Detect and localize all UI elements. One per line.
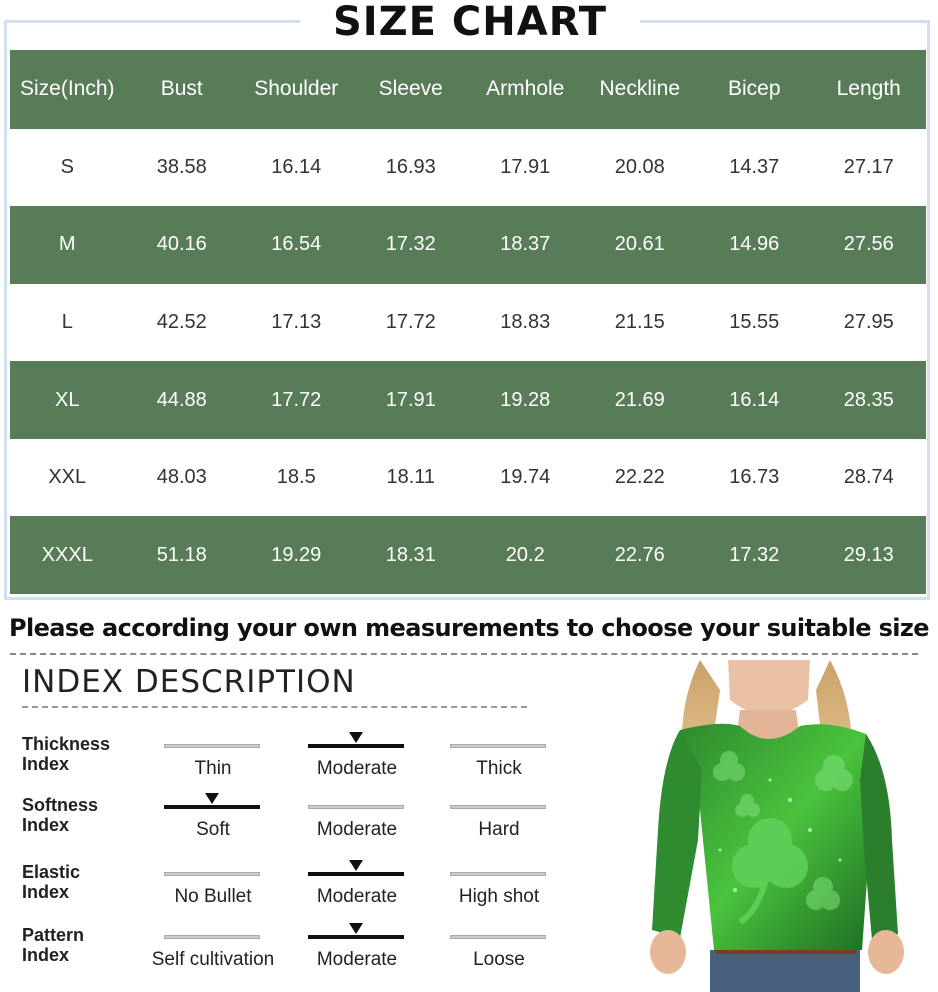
table-row	[10, 361, 926, 439]
cell-shoulder: 17.13	[239, 284, 354, 362]
index-option-label: Moderate	[316, 758, 398, 779]
selected-marker-icon	[349, 860, 363, 871]
cell-armhole: 20.2	[468, 516, 583, 594]
cell-neckline: 21.69	[583, 361, 698, 439]
index-scale-bar	[164, 805, 260, 809]
index-label-line1: Pattern	[22, 925, 85, 945]
cell-bust: 44.88	[125, 361, 240, 439]
cell-bicep: 14.37	[697, 129, 812, 207]
cell-sleeve: 16.93	[354, 129, 469, 207]
cell-neckline: 20.08	[583, 129, 698, 207]
cell-bust: 38.58	[125, 129, 240, 207]
cell-bust: 48.03	[125, 439, 240, 517]
cell-armhole: 19.28	[468, 361, 583, 439]
model-photo	[640, 660, 938, 992]
index-option-label: Moderate	[316, 949, 398, 970]
index-label-line2: Index	[22, 945, 70, 965]
header-armhole: Armhole	[468, 50, 583, 129]
header-size: Size(Inch)	[10, 50, 125, 129]
cell-bicep: 15.55	[697, 284, 812, 362]
cell-armhole: 19.74	[468, 439, 583, 517]
cell-bust: 51.18	[125, 516, 240, 594]
index-option-label: Moderate	[316, 819, 398, 840]
table-row	[10, 129, 926, 207]
selected-marker-icon	[349, 923, 363, 934]
cell-length: 27.17	[812, 129, 927, 207]
index-description-title: INDEX DESCRIPTION	[22, 664, 356, 700]
header-bicep: Bicep	[697, 50, 812, 129]
cell-size: L	[10, 284, 125, 362]
cell-bust: 42.52	[125, 284, 240, 362]
cell-shoulder: 19.29	[239, 516, 354, 594]
cell-sleeve: 18.31	[354, 516, 469, 594]
cell-length: 27.56	[812, 206, 927, 284]
index-row	[0, 925, 640, 985]
header-bust: Bust	[125, 50, 240, 129]
cell-shoulder: 16.14	[239, 129, 354, 207]
table-row	[10, 206, 926, 284]
index-row	[0, 795, 640, 855]
index-option-label: Moderate	[316, 886, 398, 907]
selected-marker-icon	[205, 793, 219, 804]
index-scale-bar	[164, 872, 260, 876]
model-illustration	[640, 660, 938, 992]
measurement-advice: Please according your own measurements to choose your suitable size	[9, 614, 929, 642]
cell-length: 28.74	[812, 439, 927, 517]
divider	[22, 706, 527, 708]
cell-armhole: 17.91	[468, 129, 583, 207]
index-scale-bar	[164, 935, 260, 939]
cell-bicep: 14.96	[697, 206, 812, 284]
cell-size: XXXL	[10, 516, 125, 594]
cell-neckline: 21.15	[583, 284, 698, 362]
cell-bust: 40.16	[125, 206, 240, 284]
cell-armhole: 18.37	[468, 206, 583, 284]
index-row	[0, 734, 640, 794]
index-scale-bar	[164, 744, 260, 748]
cell-sleeve: 17.91	[354, 361, 469, 439]
index-label-line2: Index	[22, 882, 70, 902]
cell-shoulder: 18.5	[239, 439, 354, 517]
cell-armhole: 18.83	[468, 284, 583, 362]
index-option-label: No Bullet	[174, 886, 252, 907]
header-shoulder: Shoulder	[239, 50, 354, 129]
index-option-label: Thick	[476, 758, 522, 779]
header-sleeve: Sleeve	[354, 50, 469, 129]
size-chart-title: SIZE CHART	[300, 0, 640, 44]
cell-bicep: 16.14	[697, 361, 812, 439]
selected-marker-icon	[349, 732, 363, 743]
index-option-label: Hard	[478, 819, 520, 840]
cell-length: 28.35	[812, 361, 927, 439]
header-neckline: Neckline	[583, 50, 698, 129]
index-row-label	[22, 862, 142, 902]
index-row-label	[22, 795, 142, 835]
index-scale-bar	[308, 744, 404, 748]
index-scale-bar	[450, 805, 546, 809]
index-scale-bar	[308, 935, 404, 939]
cell-neckline: 22.76	[583, 516, 698, 594]
cell-size: S	[10, 129, 125, 207]
index-option-label: Self cultivation	[151, 949, 275, 970]
divider	[10, 653, 918, 655]
cell-neckline: 20.61	[583, 206, 698, 284]
index-scale-bar	[450, 872, 546, 876]
index-label-line2: Index	[22, 754, 70, 774]
index-scale-bar	[450, 744, 546, 748]
index-row	[0, 862, 640, 922]
index-scale-bar	[308, 872, 404, 876]
cell-neckline: 22.22	[583, 439, 698, 517]
cell-bicep: 17.32	[697, 516, 812, 594]
cell-size: M	[10, 206, 125, 284]
cell-bicep: 16.73	[697, 439, 812, 517]
table-row	[10, 516, 926, 594]
size-table	[10, 50, 926, 594]
cell-sleeve: 17.72	[354, 284, 469, 362]
header-length: Length	[812, 50, 927, 129]
index-label-line1: Thickness	[22, 734, 111, 754]
index-row-label	[22, 734, 142, 774]
index-label-line2: Index	[22, 815, 70, 835]
cell-shoulder: 17.72	[239, 361, 354, 439]
cell-size: XXL	[10, 439, 125, 517]
index-option-label: Soft	[196, 819, 230, 840]
cell-sleeve: 17.32	[354, 206, 469, 284]
table-row	[10, 439, 926, 517]
index-option-label: Thin	[194, 758, 232, 779]
index-option-label: Loose	[473, 949, 525, 970]
cell-length: 29.13	[812, 516, 927, 594]
cell-shoulder: 16.54	[239, 206, 354, 284]
index-scale-bar	[450, 935, 546, 939]
cell-size: XL	[10, 361, 125, 439]
index-option-label: High shot	[458, 886, 540, 907]
table-header-row	[10, 50, 926, 129]
index-scale-bar	[308, 805, 404, 809]
index-label-line1: Softness	[22, 795, 99, 815]
index-row-label	[22, 925, 142, 965]
table-row	[10, 284, 926, 362]
cell-length: 27.95	[812, 284, 927, 362]
cell-sleeve: 18.11	[354, 439, 469, 517]
index-label-line1: Elastic	[22, 862, 81, 882]
